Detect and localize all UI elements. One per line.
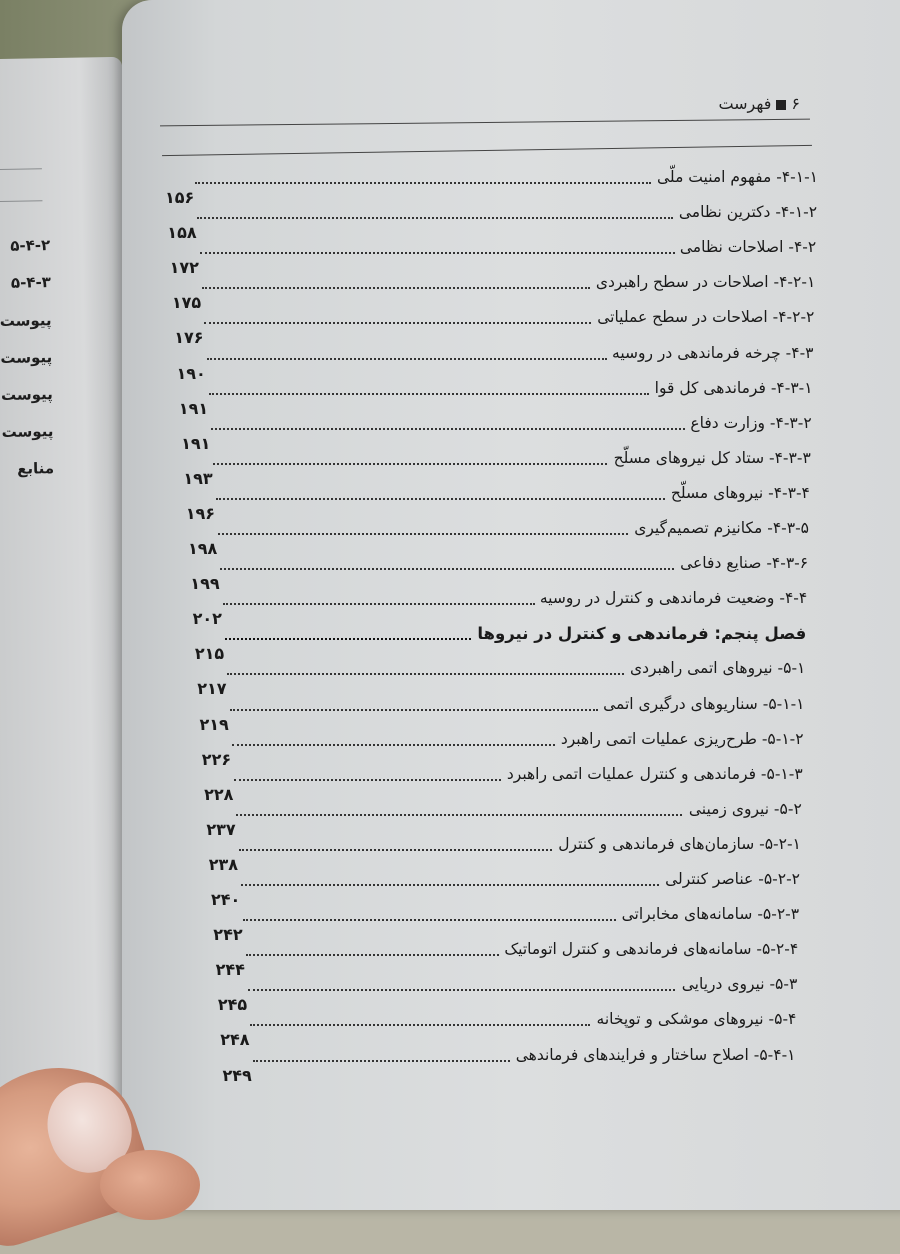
dot-leader [209,393,649,395]
toc-entry-title: ۴-۳-۳- ستاد کل نیروهای مسلّح [613,448,811,467]
toc-entry-title: ۵-۴- نیروهای موشکی و توپخانه [596,1010,797,1029]
toc-entry-title: ۴-۳-۵- مکانیزم تصمیم‌گیری [634,519,809,537]
toc-page-number: ۱۹۶ [185,503,215,523]
toc-entry-title: ۵-۱-۳- فرماندهی و کنترل عملیات اتمی راهبرد [506,764,803,783]
toc-page-number: ۲۲۶ [201,749,232,769]
left-page-item: ۵-۴-۲ [10,236,51,255]
toc-entry-title: ۴-۳- چرخه فرماندهی در روسیه [612,343,814,362]
dot-leader [216,498,665,500]
dot-leader [253,1060,510,1062]
left-page-item: ۵-۴-۳ [10,273,52,292]
dot-leader [223,603,535,605]
toc-entry-title: ۴-۱-۲- دکترین نظامی [678,203,818,222]
dot-leader [246,954,499,956]
toc-row [190,554,808,594]
toc-page-number: ۲۴۹ [222,1065,252,1085]
toc-entry-title: ۵-۱-۱- سناریوهای درگیری اتمی [603,694,805,713]
toc-row [206,800,801,840]
finger [100,1150,200,1220]
toc-row [216,940,799,980]
toc-row [211,870,800,910]
left-page-item: پیوست [0,311,52,331]
toc-entry-title: ۵-۴-۱- اصلاح ساختار و فرایندهای فرماندهی [515,1045,796,1064]
toc-page-number: ۱۵۶ [165,188,195,207]
toc-row [165,168,818,208]
toc-row [188,519,809,559]
dot-leader [234,779,501,781]
toc-page-number: ۲۳۷ [206,819,236,839]
toc-row [202,730,804,770]
toc-page-number: ۲۳۸ [208,854,238,874]
toc-entry-title: ۵-۲-۴- سامانه‌های فرماندهی و کنترل اتوماتیک [504,940,799,959]
toc-page-number: ۱۹۱ [178,398,209,418]
toc-row [167,203,817,243]
toc-row [200,695,805,735]
toc-page-number: ۲۱۷ [197,679,227,699]
dot-leader [213,463,607,465]
toc-entry-title: ۵-۲- نیروی زمینی [688,799,802,818]
dot-leader [232,744,555,746]
dot-leader [207,358,607,360]
dot-leader [220,568,674,570]
dot-leader [200,252,675,254]
toc-page-number: ۱۹۸ [188,539,218,558]
toc-chapter-row [195,624,806,664]
toc-page-number: ۲۴۵ [217,995,248,1015]
left-page-item: پیوست [0,385,53,405]
toc-row [193,589,808,629]
toc-page-number: ۱۹۹ [190,574,220,594]
left-page-item: منابع [17,459,55,478]
toc-page-number: ۱۵۸ [167,223,197,243]
toc-page-number: ۱۷۲ [169,258,199,278]
toc-page-number: ۱۷۶ [174,328,204,348]
toc-page-number: ۲۴۸ [220,1030,250,1050]
toc-page-number: ۲۲۸ [204,784,234,804]
toc-entry-title: ۴-۲-۱- اصلاحات در سطح راهبردی [595,273,816,292]
page-number: ۶ [791,94,800,113]
toc-row [204,765,803,805]
toc-row [220,1010,796,1050]
toc-page-number: ۲۴۴ [215,960,245,980]
toc-row [218,975,797,1015]
toc-row [181,414,812,454]
dot-leader [250,1024,590,1026]
dot-leader [197,217,673,219]
toc-row [209,835,801,875]
toc-entry-title: ۴-۳-۱- فرماندهی کل قوا [654,378,813,397]
left-page-item: پیوست [0,348,53,368]
toc-entry-title: فصل پنجم: فرماندهی و کنترل در نیروها [477,624,807,644]
dot-leader [195,182,651,184]
toc-entry-title: ۴-۲-۲- اصلاحات در سطح عملیاتی [597,308,815,327]
toc-page-number: ۱۹۰ [176,363,206,383]
running-head-title: فهرست [718,94,772,113]
toc-row [183,449,810,489]
dot-leader [227,673,624,675]
toc-page-number: ۲۴۲ [213,925,243,945]
dot-leader [211,428,685,430]
dot-leader [236,814,682,816]
toc-row [174,308,814,348]
toc-entry-title: ۵-۳- نیروی دریایی [681,975,798,994]
dot-leader [243,919,616,921]
toc-entry-title: ۴-۲- اصلاحات نظامی [679,238,817,257]
toc-page-number: ۲۴۰ [211,890,241,909]
toc-entry-title: ۵-۱- نیروهای اتمی راهبردی [629,659,806,678]
toc-row [172,273,815,313]
dot-leader [241,884,659,886]
toc-page-number: ۲۰۲ [192,609,222,629]
toc-row [170,238,817,278]
toc-entry-title: ۵-۲-۳- سامانه‌های مخابراتی [621,905,800,924]
toc-row [179,379,813,419]
toc-row [223,1046,796,1086]
toc-page-number: ۱۹۱ [181,433,211,453]
dot-leader [218,533,628,535]
toc-row [186,484,810,524]
dot-leader [225,638,471,640]
toc-entry-title: ۴-۳-۲- وزارت دفاع [690,413,812,432]
toc-page-number: ۱۹۳ [183,468,213,488]
toc-entry-title: ۴-۳-۴- نیروهای مسلّح [670,483,810,502]
toc-page-number: ۲۱۵ [194,644,225,664]
toc-row [213,905,799,945]
dot-leader [204,322,591,324]
toc-page-number: ۲۱۹ [199,714,229,734]
left-page-item: پیوست [1,422,54,442]
toc-entry-title: ۴-۴- وضعیت فرماندهی و کنترل در روسیه [539,589,808,608]
toc-entry-title: ۵-۲-۱- سازمان‌های فرماندهی و کنترل [558,834,801,853]
dot-leader [248,989,675,991]
toc-entry-title: ۴-۳-۶- صنایع دفاعی [680,554,809,573]
dot-leader [239,849,552,851]
toc-entry-title: ۴-۱-۱- مفهوم امنیت ملّی [657,168,818,186]
toc-row [197,659,805,699]
toc-entry-title: ۵-۱-۲- طرح‌ریزی عملیات اتمی راهبرد [560,729,804,748]
toc-page-number: ۱۷۵ [171,293,202,313]
dot-leader [202,287,590,289]
toc-row [177,344,814,384]
dot-leader [230,709,598,711]
toc-entry-title: ۵-۲-۲- عناصر کنترلی [665,870,800,888]
